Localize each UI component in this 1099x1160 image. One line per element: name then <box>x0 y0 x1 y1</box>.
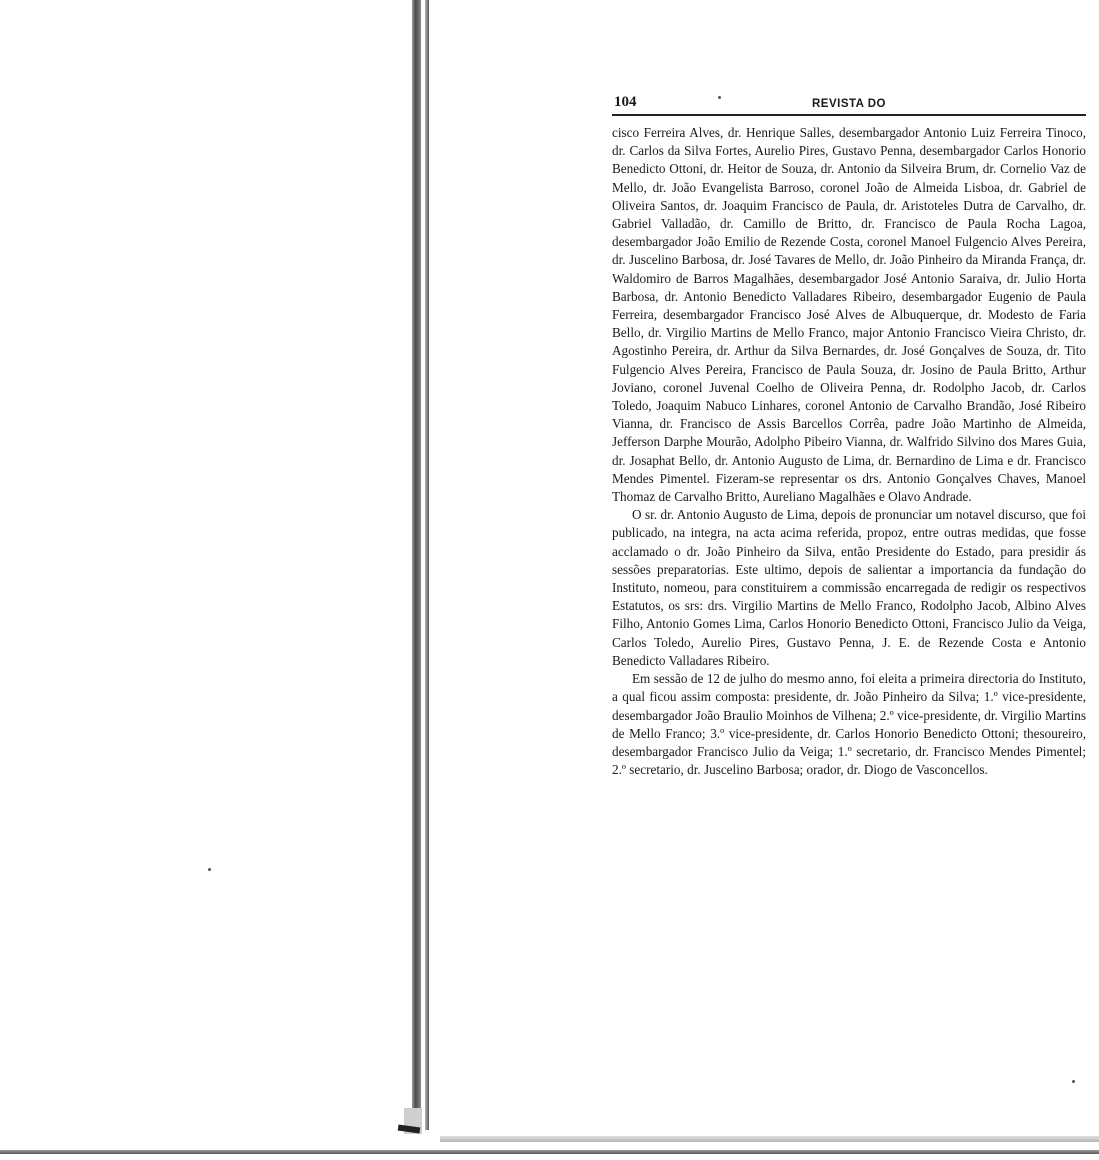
running-head: REVISTA DO <box>811 98 886 110</box>
binding-edge <box>425 0 429 1130</box>
paragraph: O sr. dr. Antonio Augusto de Lima, depois de pronunciar um notavel discurso, que foi publicado, na integra, na acta acima referida, propoz, entre outras medidas, que fosse acclamado o dr. João Pinheiro da Silva, então Presidente do Estado, para presidir ás sessões preparatorias. Este ultimo, depois de salientar a importancia da fundação do Instituto, nomeou, para constituirem a commissão encarregada de redigir os respectivos Estatutos, os srs: drs. Virgilio Martins de Mello Franco, Rodolpho Jacob, Albino Alves Filho, Antonio Gomes Lima, Carlos Honorio Benedicto Ottoni, Francisco Julio da Veiga, Carlos Toledo, Aurelio Pires, Gustavo Penna, J. E. de Rezende Costa e Antonio Benedicto Valladares Ribeiro. <box>612 507 1086 668</box>
scan-bottom-edge <box>0 1150 1099 1154</box>
paragraph-continued: cisco Ferreira Alves, dr. Henrique Salles, desembargador Antonio Luiz Ferreira Tinoco, dr. Carlos da Silva Fortes, Aurelio Pires, Gustavo Penna, desembargador Carlos Honorio Benedicto Ottoni, dr. Heitor de Souza, dr. Antonio da Silveira Brum, dr. Cornelio Vaz de Mello, dr. João Evangelista Barroso, coronel João de Almeida Lisboa, dr. Gabriel de Oliveira Santos, dr. Joaquim Francisco de Paula, dr. Aristoteles Dutra de Carvalho, dr. Gabriel Valladão, dr. Camillo de Britto, dr. Francisco de Paula Rocha Lagoa, desembargador João Emilio de Rezende Costa, coronel Manoel Fulgencio Alves Pereira, dr. Juscelino Barbosa, dr. José Tavares de Mello, dr. João Pinheiro da Miranda França, dr. Waldomiro de Barros Magalhães, desembargador José Antonio Saraiva, dr. Julio Horta Barbosa, dr. Antonio Benedicto Valladares Ribeiro, desembargador Eugenio de Paula Ferreira, desembargador Francisco José Alves de Albuquerque, dr. Modesto de Faria Bello, dr. Virgilio Martins de Mello Franco, major Antonio Francisco Vieira Christo, dr. Agostinho Pereira, dr. Arthur da Silva Bernardes, dr. José Gonçalves de Souza, dr. Tito Fulgencio Alves Pereira, Francisco de Paula Souza, dr. Josino de Paula Britto, Arthur Joviano, coronel Juvenal Coelho de Oliveira Penna, dr. Rodolpho Jacob, dr. Carlos Toledo, Joaquim Nabuco Linhares, coronel Antonio de Carvalho Brandão, José Ribeiro Vianna, dr. Francisco de Assis Barcellos Corrêa, padre João Martinho de Almeida, Jefferson Darphe Mourão, Adolpho Pibeiro Vianna, dr. Walfrido Silvino dos Mares Guia, dr. Josaphat Bello, dr. Antonio Augusto de Lima, dr. Bernardino de Lima e dr. Francisco Mendes Pimentel. Fizeram-se representar os drs. Antonio Gonçalves Chaves, Manoel Thomaz de Carvalho Britto, Aureliano Magalhães e Olavo Andrade. <box>612 125 1086 505</box>
page-header <box>612 92 1086 116</box>
page-number: 104 <box>614 94 637 110</box>
speck <box>1072 1080 1075 1083</box>
body-text <box>612 124 1086 779</box>
speck <box>208 868 211 871</box>
binding-shadow <box>412 0 421 1120</box>
page-bottom-edge <box>440 1136 1099 1142</box>
paragraph: Em sessão de 12 de julho do mesmo anno, foi eleita a primeira directoria do Instituto, a qual ficou assim composta: presidente, dr. João Pinheiro da Silva; 1.º vice-presidente, desembargador João Braulio Moinhos de Vilhena; 2.º vice-presidente, dr. Virgilio Martins de Mello Franco; 3.º vice-presidente, dr. Carlos Honorio Benedicto Ottoni; thesoureiro, desembargador Francisco Julio da Veiga; 1.º secretario, dr. Francisco Mendes Pimentel; 2.º secretario, dr. Juscelino Barbosa; orador, dr. Diogo de Vasconcellos. <box>612 671 1086 778</box>
book-page <box>612 92 1086 779</box>
